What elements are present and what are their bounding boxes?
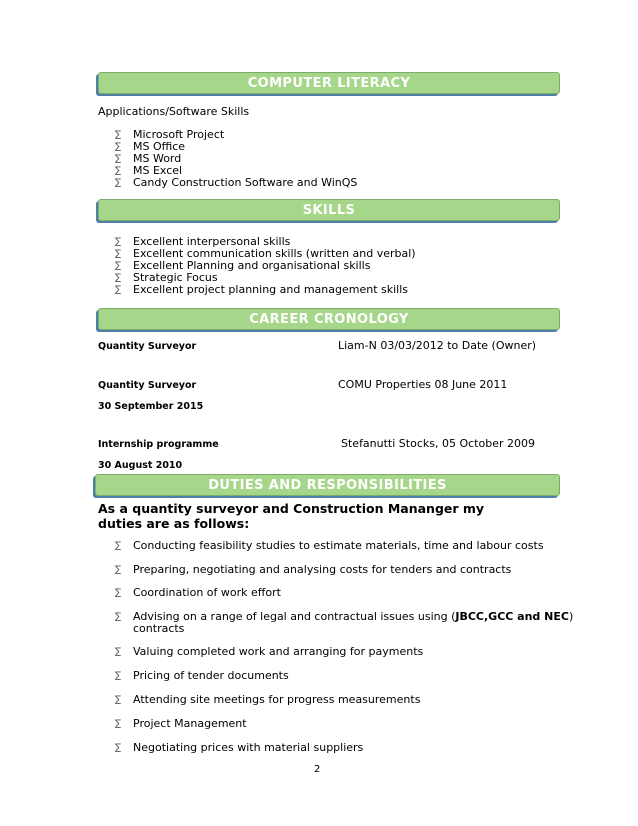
bullet-icon: ∑ — [115, 671, 122, 681]
bullet-icon: ∑ — [115, 285, 122, 295]
page-number: 2 — [314, 764, 321, 775]
contract-types: JBCC,GCC and NEC — [455, 610, 569, 623]
section-banner-career: CAREER CRONOLOGY — [98, 308, 560, 330]
bullet-icon: ∑ — [115, 695, 122, 705]
bullet-icon: ∑ — [115, 273, 122, 283]
bullet-icon: ∑ — [115, 178, 122, 188]
bullet-icon: ∑ — [115, 166, 122, 176]
list-item-continuation: contracts — [133, 622, 185, 635]
bullet-icon: ∑ — [115, 130, 122, 140]
career-role: Quantity Surveyor — [98, 341, 197, 352]
career-detail: Liam-N 03/03/2012 to Date (Owner) — [338, 339, 537, 352]
section-banner-duties: DUTIES AND RESPONSIBILITIES — [95, 474, 560, 496]
bullet-icon: ∑ — [115, 154, 122, 164]
career-role: Internship programme — [98, 439, 219, 450]
career-end-date: 30 August 2010 — [98, 460, 183, 471]
bullet-icon: ∑ — [115, 588, 122, 598]
section-banner-computer-literacy: COMPUTER LITERACY — [98, 72, 560, 94]
section-banner-skills: SKILLS — [98, 199, 560, 221]
bullet-icon: ∑ — [115, 743, 122, 753]
bullet-icon: ∑ — [115, 142, 122, 152]
career-role: Quantity Surveyor — [98, 380, 197, 391]
bullet-icon: ∑ — [115, 541, 122, 551]
bullet-icon: ∑ — [115, 237, 122, 247]
bullet-icon: ∑ — [115, 249, 122, 259]
career-end-date: 30 September 2015 — [98, 401, 204, 412]
bullet-icon: ∑ — [115, 612, 122, 622]
software-skills-intro: Applications/Software Skills — [98, 105, 250, 118]
career-detail: COMU Properties 08 June 2011 — [338, 378, 508, 391]
duties-heading: As a quantity surveyor and Construction Mananger my duties are as follows: — [98, 501, 485, 531]
bullet-icon: ∑ — [115, 261, 122, 271]
career-detail: Stefanutti Stocks, 05 October 2009 — [341, 437, 535, 450]
bullet-icon: ∑ — [115, 719, 122, 729]
bullet-icon: ∑ — [115, 647, 122, 657]
bullet-icon: ∑ — [115, 565, 122, 575]
